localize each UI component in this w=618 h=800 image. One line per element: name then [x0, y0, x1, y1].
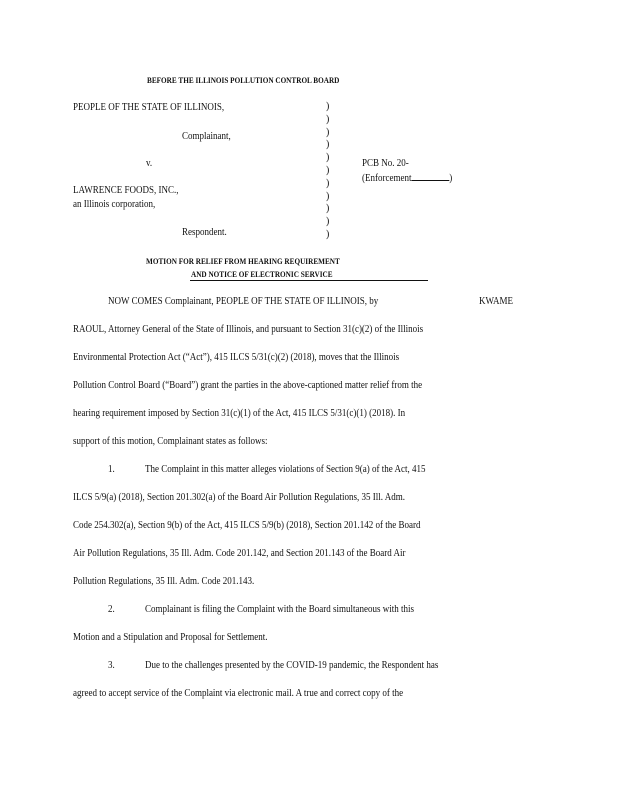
caption-paren: ) [326, 228, 330, 240]
paragraph-number-3: 3. [108, 660, 115, 671]
title-underline [190, 280, 428, 281]
caption-paren: ) [326, 152, 330, 164]
motion-title-line2: AND NOTICE OF ELECTRONIC SERVICE [191, 269, 333, 279]
caption-paren: ) [326, 190, 330, 202]
case-type: (Enforcement [362, 173, 412, 184]
body-line-13: Motion and a Stipulation and Proposal for Settlement. [73, 632, 268, 643]
paragraph-number-1: 1. [108, 464, 115, 475]
body-line-1-extra: KWAME [479, 296, 514, 307]
case-type-blank [411, 171, 449, 181]
body-line-5: hearing requirement imposed by Section 31(c)(1) of the Act, 415 ILCS 5/31(c)(1) (2018). In [73, 408, 406, 419]
caption-paren-column [326, 101, 329, 242]
plaintiff-role: Complainant, [182, 131, 231, 142]
caption-paren: ) [326, 126, 330, 138]
caption-paren: ) [326, 203, 330, 215]
plaintiff-name: PEOPLE OF THE STATE OF ILLINOIS, [73, 102, 225, 113]
body-line-3: Environmental Protection Act (“Act”), 415 ILCS 5/31(c)(2) (2018), moves that the Illinois [73, 352, 400, 363]
body-line-1: NOW COMES Complainant, PEOPLE OF THE STATE OF ILLINOIS, by [108, 296, 379, 307]
body-line-9: Code 254.302(a), Section 9(b) of the Act, 415 ILCS 5/9(b) (2018), Section 201.142 of the Board [73, 520, 421, 531]
motion-title-line1: MOTION FOR RELIEF FROM HEARING REQUIREMENT [146, 256, 340, 266]
caption-paren: ) [326, 164, 330, 176]
body-line-11: Pollution Regulations, 35 Ill. Adm. Code 201.143. [73, 576, 255, 587]
caption-paren: ) [326, 216, 330, 228]
defendant-role: Respondent. [182, 227, 227, 238]
defendant-name: LAWRENCE FOODS, INC., [73, 185, 179, 196]
body-line-8: ILCS 5/9(a) (2018), Section 201.302(a) of the Board Air Pollution Regulations, 35 Ill. Adm. [73, 492, 405, 503]
caption-paren: ) [326, 113, 330, 125]
body-line-4: Pollution Control Board (“Board”) grant the parties in the above-captioned matter relief from the [73, 380, 423, 391]
body-line-12: Complainant is filing the Complaint with the Board simultaneous with this [145, 604, 414, 615]
caption-paren: ) [326, 177, 330, 189]
paragraph-number-2: 2. [108, 604, 115, 615]
board-heading: BEFORE THE ILLINOIS POLLUTION CONTROL BOARD [147, 75, 340, 85]
body-line-7: The Complaint in this matter alleges violations of Section 9(a) of the Act, 415 [145, 464, 426, 475]
body-line-6: support of this motion, Complainant states as follows: [73, 436, 268, 447]
caption-paren: ) [326, 101, 330, 112]
body-line-10: Air Pollution Regulations, 35 Ill. Adm. Code 201.142, and Section 201.143 of the Board Air [73, 548, 406, 559]
body-line-15: agreed to accept service of the Complaint via electronic mail. A true and correct copy of the [73, 688, 404, 699]
body-line-14: Due to the challenges presented by the COVID-19 pandemic, the Respondent has [145, 660, 439, 671]
defendant-description: an Illinois corporation, [73, 199, 156, 210]
case-number: PCB No. 20- [362, 158, 409, 169]
case-type-line [362, 171, 452, 184]
case-type-close: ) [449, 173, 453, 184]
caption-paren: ) [326, 139, 330, 151]
versus-label: v. [146, 158, 153, 169]
body-line-2: RAOUL, Attorney General of the State of Illinois, and pursuant to Section 31(c)(2) of the Illinois [73, 324, 424, 335]
